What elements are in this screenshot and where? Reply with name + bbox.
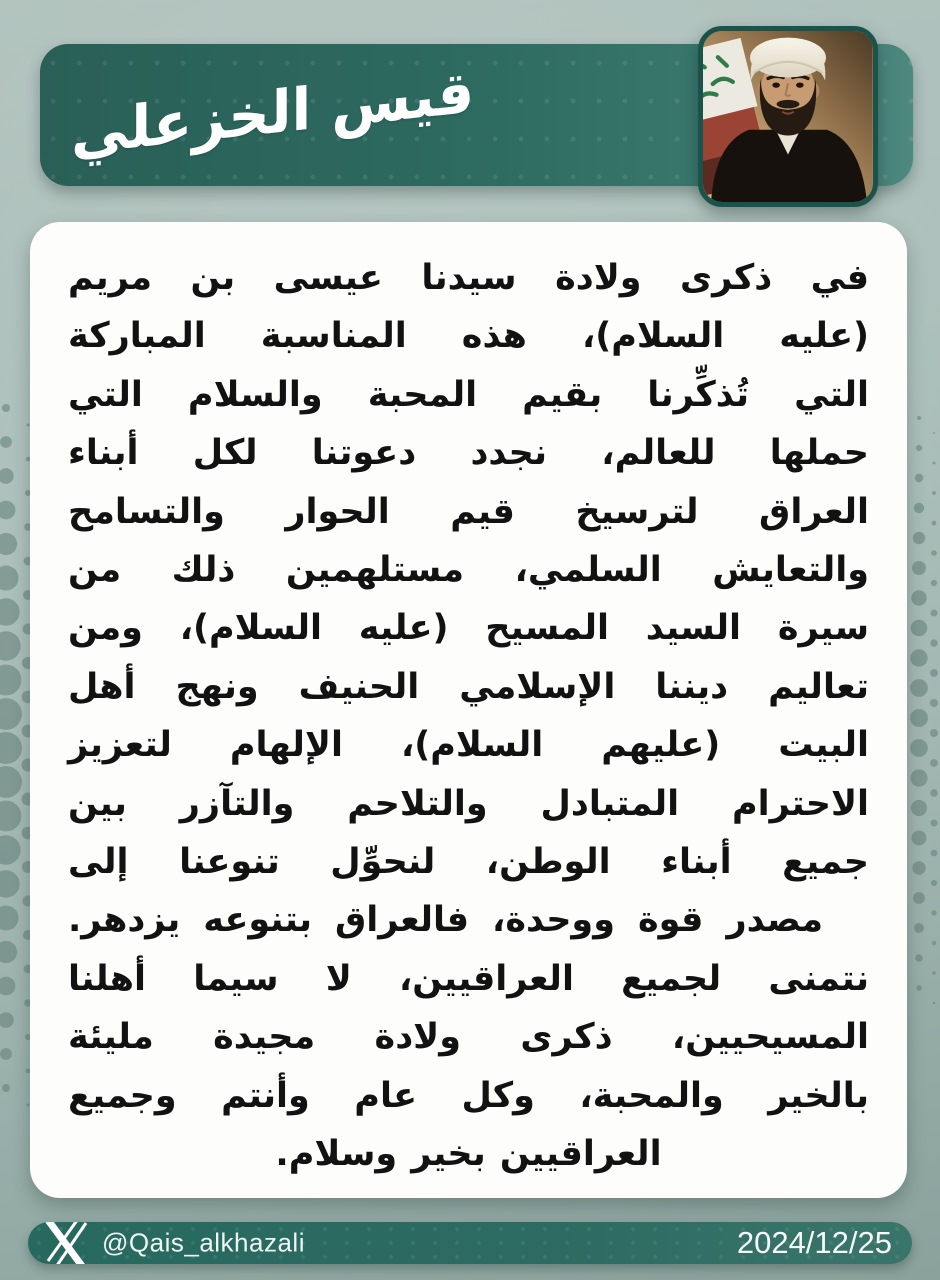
statement-line: جميع أبناء الوطن، لنحوِّل تنوعنا إلى (68, 842, 869, 883)
statement-card (30, 222, 907, 1198)
statement-line: في ذكرى ولادة سيدنا عيسى بن مريم (68, 258, 869, 298)
statement-line: (عليه السلام)، هذه المناسبة المباركة (68, 316, 869, 357)
statement-line: البيت (عليهم السلام)، الإلهام لتعزيز (68, 725, 869, 766)
footer-handle: @Qais_alkhazali (102, 1227, 305, 1258)
statement-line: العراق لترسيخ قيم الحوار والتسامح (68, 491, 869, 532)
statement-line: التي تُذكِّرنا بقيم المحبة والسلام التي (68, 374, 869, 415)
statement-line: تعاليم ديننا الإسلامي الحنيف ونهج أهل (68, 666, 869, 707)
footer-bar (28, 1222, 912, 1264)
statement-line: المسيحيين، ذكرى ولادة مجيدة مليئة (68, 1017, 869, 1058)
x-logo-icon (40, 1222, 92, 1264)
signature-calligraphy: قيس الخزعلي (71, 57, 475, 169)
portrait-illustration (703, 31, 873, 202)
statement-line: سيرة السيد المسيح (عليه السلام)، ومن (68, 608, 869, 649)
statement-line: نتمنى لجميع العراقيين، لا سيما أهلنا (68, 958, 869, 999)
statement-line: العراقيين بخير وسلام. (275, 1134, 662, 1175)
profile-photo (698, 26, 878, 207)
statement-line: مصدر قوة ووحدة، فالعراق بتنوعه يزدهر. (68, 900, 823, 941)
statement-line: الاحترام المتبادل والتلاحم والتآزر بين (68, 783, 869, 824)
statement-line: حملها للعالم، نجدد دعوتنا لكل أبناء (68, 433, 869, 474)
statement-line: بالخير والمحبة، وكل عام وأنتم وجميع (68, 1075, 869, 1116)
footer-date: 2024/12/25 (736, 1225, 892, 1260)
statement-line: والتعايش السلمي، مستلهمين ذلك من (68, 550, 869, 591)
